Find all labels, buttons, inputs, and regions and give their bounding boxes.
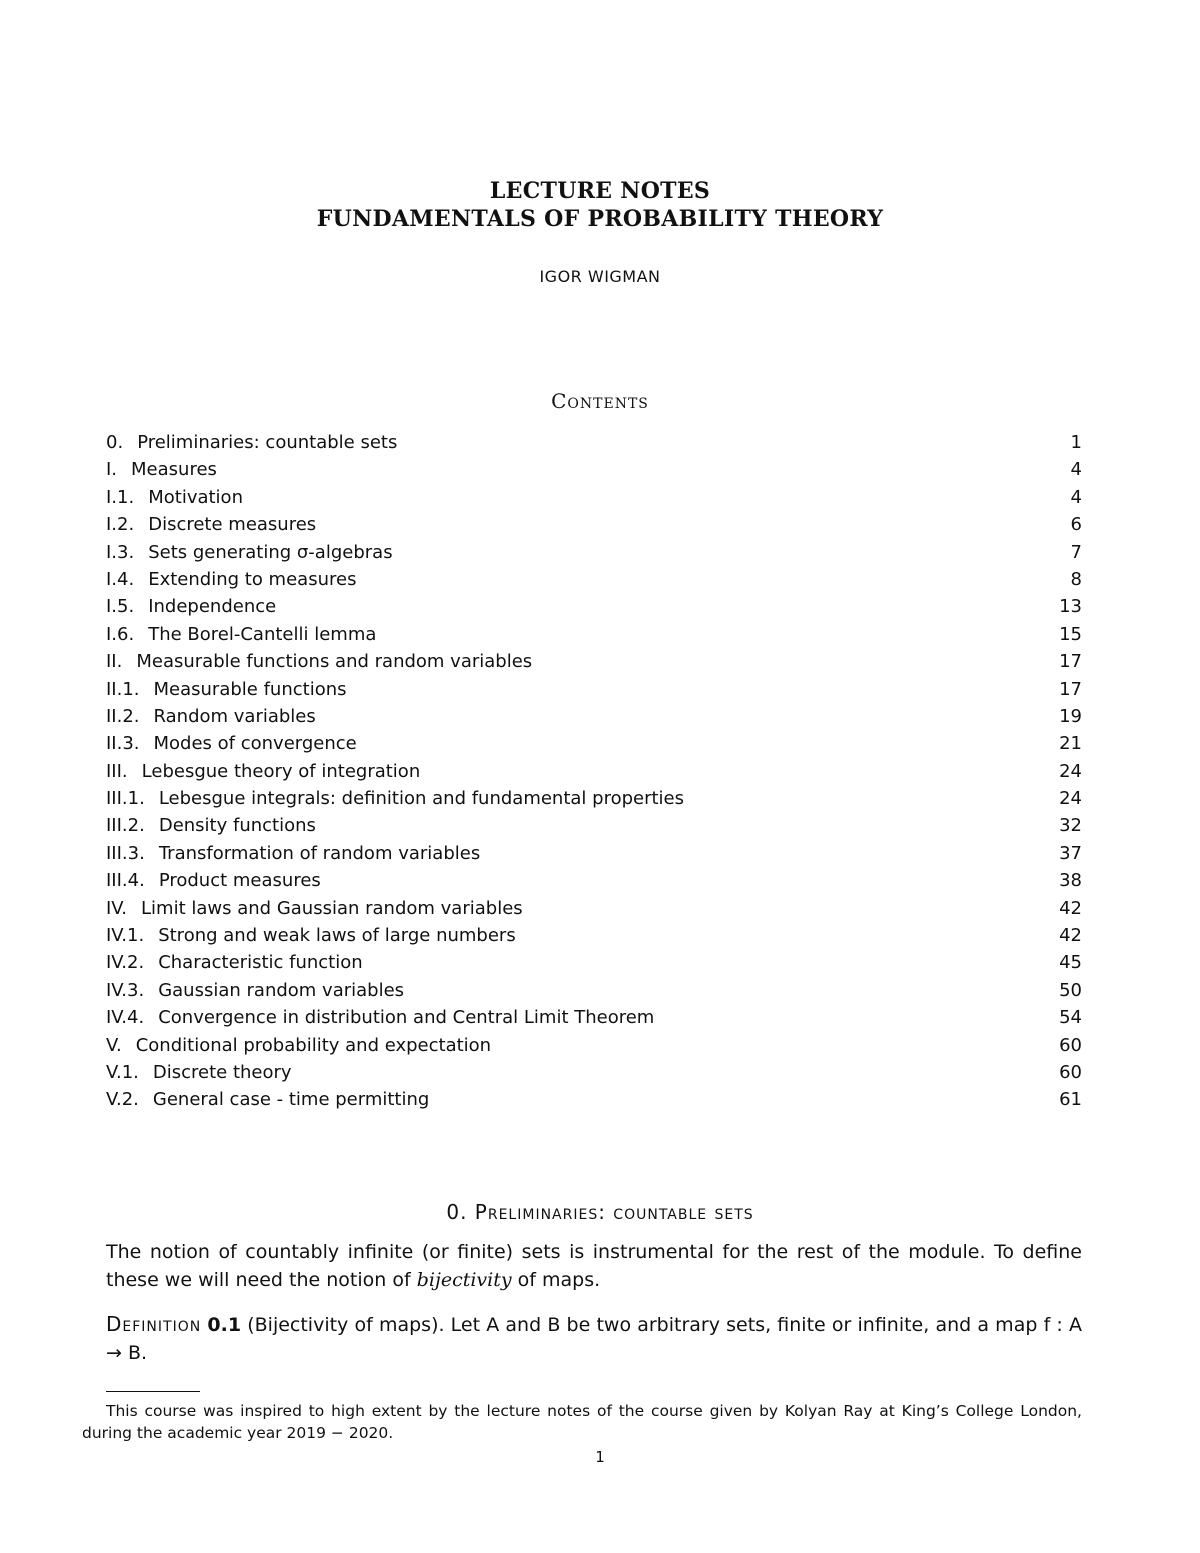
toc-entry-title [106, 1059, 292, 1086]
toc-entry-title [106, 840, 480, 867]
toc-entry-title [106, 539, 393, 566]
footnote: This course was inspired to high extent by the lecture notes of the course given by Kolyan Ray at King’s College London, during the academic year 2019 − 2020. [82, 1402, 1082, 1442]
toc-entry-title [106, 1004, 654, 1031]
toc-entry[interactable] [106, 1059, 1082, 1086]
toc-entry[interactable] [106, 730, 1082, 757]
toc-entry[interactable] [106, 1004, 1082, 1031]
toc-entry-page: 24 [1059, 760, 1082, 782]
toc-entry-number: I.6. [106, 623, 135, 645]
toc-entry[interactable] [106, 703, 1082, 730]
toc-entry-label: Lebesgue integrals: definition and fundamental properties [158, 788, 685, 810]
toc-entry-page: 6 [1070, 514, 1082, 536]
toc-entry-number: IV.3. [106, 979, 145, 1001]
toc-entry-title [106, 703, 316, 730]
toc-entry-label: Product measures [158, 870, 321, 892]
toc-entry-label: Lebesgue theory of integration [141, 760, 421, 782]
toc-entry-page: 7 [1070, 541, 1082, 563]
toc-entry-title [106, 484, 243, 511]
toc-entry-title [106, 730, 357, 757]
toc-entry[interactable] [106, 511, 1082, 538]
toc-entry-page: 38 [1059, 870, 1082, 892]
toc-entry[interactable] [106, 895, 1082, 922]
toc-entry-page: 15 [1059, 623, 1082, 645]
toc-entry-title [106, 1032, 491, 1059]
document-title-line1: LECTURE NOTES [489, 178, 711, 204]
toc-entry-page: 54 [1059, 1007, 1082, 1029]
toc-entry-title [106, 593, 276, 620]
toc-entry[interactable] [106, 621, 1082, 648]
toc-entry-page: 4 [1070, 459, 1082, 481]
toc-entry-label: Strong and weak laws of large numbers [158, 925, 516, 947]
intro-text-start: The notion of countably infinite (or finite) sets is instrumental for the rest of the module. To define these we will need the notion of [106, 1241, 1082, 1291]
toc-entry[interactable] [106, 840, 1082, 867]
toc-entry-title [106, 895, 523, 922]
toc-entry-title [106, 812, 316, 839]
toc-entry-number: III.2. [106, 815, 145, 837]
toc-entry-number: IV. [106, 897, 128, 919]
page-number: 1 [595, 1448, 605, 1466]
toc-entry[interactable] [106, 1086, 1082, 1113]
toc-entry-page: 37 [1059, 842, 1082, 864]
toc-entry-label: Extending to measures [148, 568, 357, 590]
toc-entry-number: III.4. [106, 870, 145, 892]
toc-entry-page: 60 [1059, 1061, 1082, 1083]
toc-entry-label: Sets generating σ-algebras [148, 541, 393, 563]
toc-entry-label: The Borel-Cantelli lemma [148, 623, 377, 645]
definition-number: 0.1 [207, 1314, 242, 1336]
toc-entry-number: I.3. [106, 541, 135, 563]
toc-entry[interactable] [106, 1032, 1082, 1059]
toc-entry-label: Measures [131, 459, 217, 481]
toc-entry-number: I. [106, 459, 118, 481]
toc-entry[interactable] [106, 456, 1082, 483]
toc-entry-number: III.1. [106, 788, 145, 810]
toc-entry[interactable] [106, 922, 1082, 949]
toc-entry[interactable] [106, 676, 1082, 703]
toc-entry-page: 13 [1059, 596, 1082, 618]
toc-entry-title [106, 676, 347, 703]
toc-entry[interactable] [106, 566, 1082, 593]
toc-entry-title [106, 511, 316, 538]
definition-label: Definition [106, 1312, 202, 1336]
toc-entry-title [106, 758, 420, 785]
toc-entry-label: Density functions [158, 815, 316, 837]
toc-entry[interactable] [106, 758, 1082, 785]
toc-entry[interactable] [106, 785, 1082, 812]
toc-entry-page: 42 [1059, 925, 1082, 947]
toc-entry[interactable] [106, 484, 1082, 511]
toc-entry-number: II. [106, 651, 123, 673]
toc-entry-number: V.2. [106, 1089, 139, 1111]
toc-entry-number: V.1. [106, 1061, 139, 1083]
toc-entry-number: I.4. [106, 568, 135, 590]
toc-entry-page: 42 [1059, 897, 1082, 919]
toc-entry[interactable] [106, 593, 1082, 620]
toc-entry-label: Modes of convergence [153, 733, 357, 755]
definition-text: (Bijectivity of maps). Let A and B be two arbitrary sets, finite or infinite, and a map f : A → B. [106, 1314, 1082, 1364]
toc-entry-title [106, 456, 217, 483]
toc-entry-page: 19 [1059, 705, 1082, 727]
toc-entry-page: 24 [1059, 788, 1082, 810]
toc-entry[interactable] [106, 949, 1082, 976]
table-of-contents [106, 429, 1082, 1114]
toc-entry[interactable] [106, 539, 1082, 566]
toc-entry-title [106, 429, 397, 456]
toc-entry[interactable] [106, 648, 1082, 675]
toc-entry-page: 1 [1070, 432, 1082, 453]
footnote-rule [106, 1391, 200, 1392]
document-title-line2: FUNDAMENTALS OF PROBABILITY THEORY [316, 206, 884, 232]
toc-entry[interactable] [106, 867, 1082, 894]
toc-entry-label: Motivation [148, 486, 243, 508]
toc-entry-number: II.2. [106, 705, 140, 727]
definition-paragraph [106, 1310, 1082, 1367]
toc-entry-label: Characteristic function [158, 952, 363, 974]
toc-entry-number: IV.4. [106, 1007, 145, 1029]
toc-entry-title [106, 1086, 429, 1113]
toc-entry-label: Independence [148, 596, 277, 618]
toc-entry[interactable] [106, 429, 1082, 456]
toc-entry-page: 45 [1059, 952, 1082, 974]
toc-entry-page: 61 [1059, 1089, 1082, 1111]
toc-entry-label: Convergence in distribution and Central Limit Theorem [158, 1007, 655, 1029]
toc-entry-title [106, 785, 684, 812]
toc-entry-number: I.5. [106, 596, 135, 618]
intro-text-end: of maps. [511, 1269, 601, 1291]
toc-entry-number: V. [106, 1034, 122, 1056]
toc-entry-label: Gaussian random variables [158, 979, 405, 1001]
toc-entry-label: Measurable functions [153, 678, 347, 700]
toc-entry-title [106, 566, 356, 593]
toc-entry-number: I.2. [106, 514, 135, 536]
toc-entry-number: IV.1. [106, 925, 145, 947]
author-name: IGOR WIGMAN [539, 267, 661, 286]
toc-entry-label: Transformation of random variables [158, 842, 481, 864]
toc-entry-label: Random variables [153, 705, 316, 727]
contents-heading: Contents [551, 389, 649, 413]
toc-entry-label: Discrete measures [148, 514, 317, 536]
toc-entry-label: Measurable functions and random variables [136, 651, 533, 673]
toc-entry-title [106, 949, 363, 976]
toc-entry[interactable] [106, 977, 1082, 1004]
toc-entry-number: II.1. [106, 678, 140, 700]
toc-entry-page: 50 [1059, 979, 1082, 1001]
toc-entry-page: 4 [1070, 486, 1082, 508]
toc-entry-label: Conditional probability and expectation [135, 1034, 492, 1056]
toc-entry-page: 17 [1059, 678, 1082, 700]
toc-entry-label: Discrete theory [152, 1061, 292, 1083]
toc-entry[interactable] [106, 812, 1082, 839]
toc-entry-label: Preliminaries: countable sets [137, 432, 398, 453]
toc-entry-title [106, 977, 404, 1004]
toc-entry-title [106, 648, 532, 675]
toc-entry-title [106, 922, 516, 949]
toc-entry-number: I.1. [106, 486, 135, 508]
toc-entry-label: General case - time permitting [152, 1089, 430, 1111]
toc-entry-page: 32 [1059, 815, 1082, 837]
toc-entry-label: Limit laws and Gaussian random variables [141, 897, 523, 919]
intro-emphasis: bijectivity [416, 1269, 512, 1291]
toc-entry-number: II.3. [106, 733, 140, 755]
toc-entry-page: 21 [1059, 733, 1082, 755]
toc-entry-number: IV.2. [106, 952, 145, 974]
toc-entry-page: 8 [1070, 568, 1082, 590]
intro-paragraph [106, 1238, 1082, 1294]
toc-entry-page: 60 [1059, 1034, 1082, 1056]
toc-entry-title [106, 867, 321, 894]
section-heading-preliminaries: 0. Preliminaries: countable sets [446, 1200, 754, 1224]
toc-entry-page: 17 [1059, 651, 1082, 673]
toc-entry-number: III. [106, 760, 128, 782]
toc-entry-number: III.3. [106, 842, 145, 864]
toc-entry-number: 0. [106, 432, 124, 453]
toc-entry-title [106, 621, 376, 648]
